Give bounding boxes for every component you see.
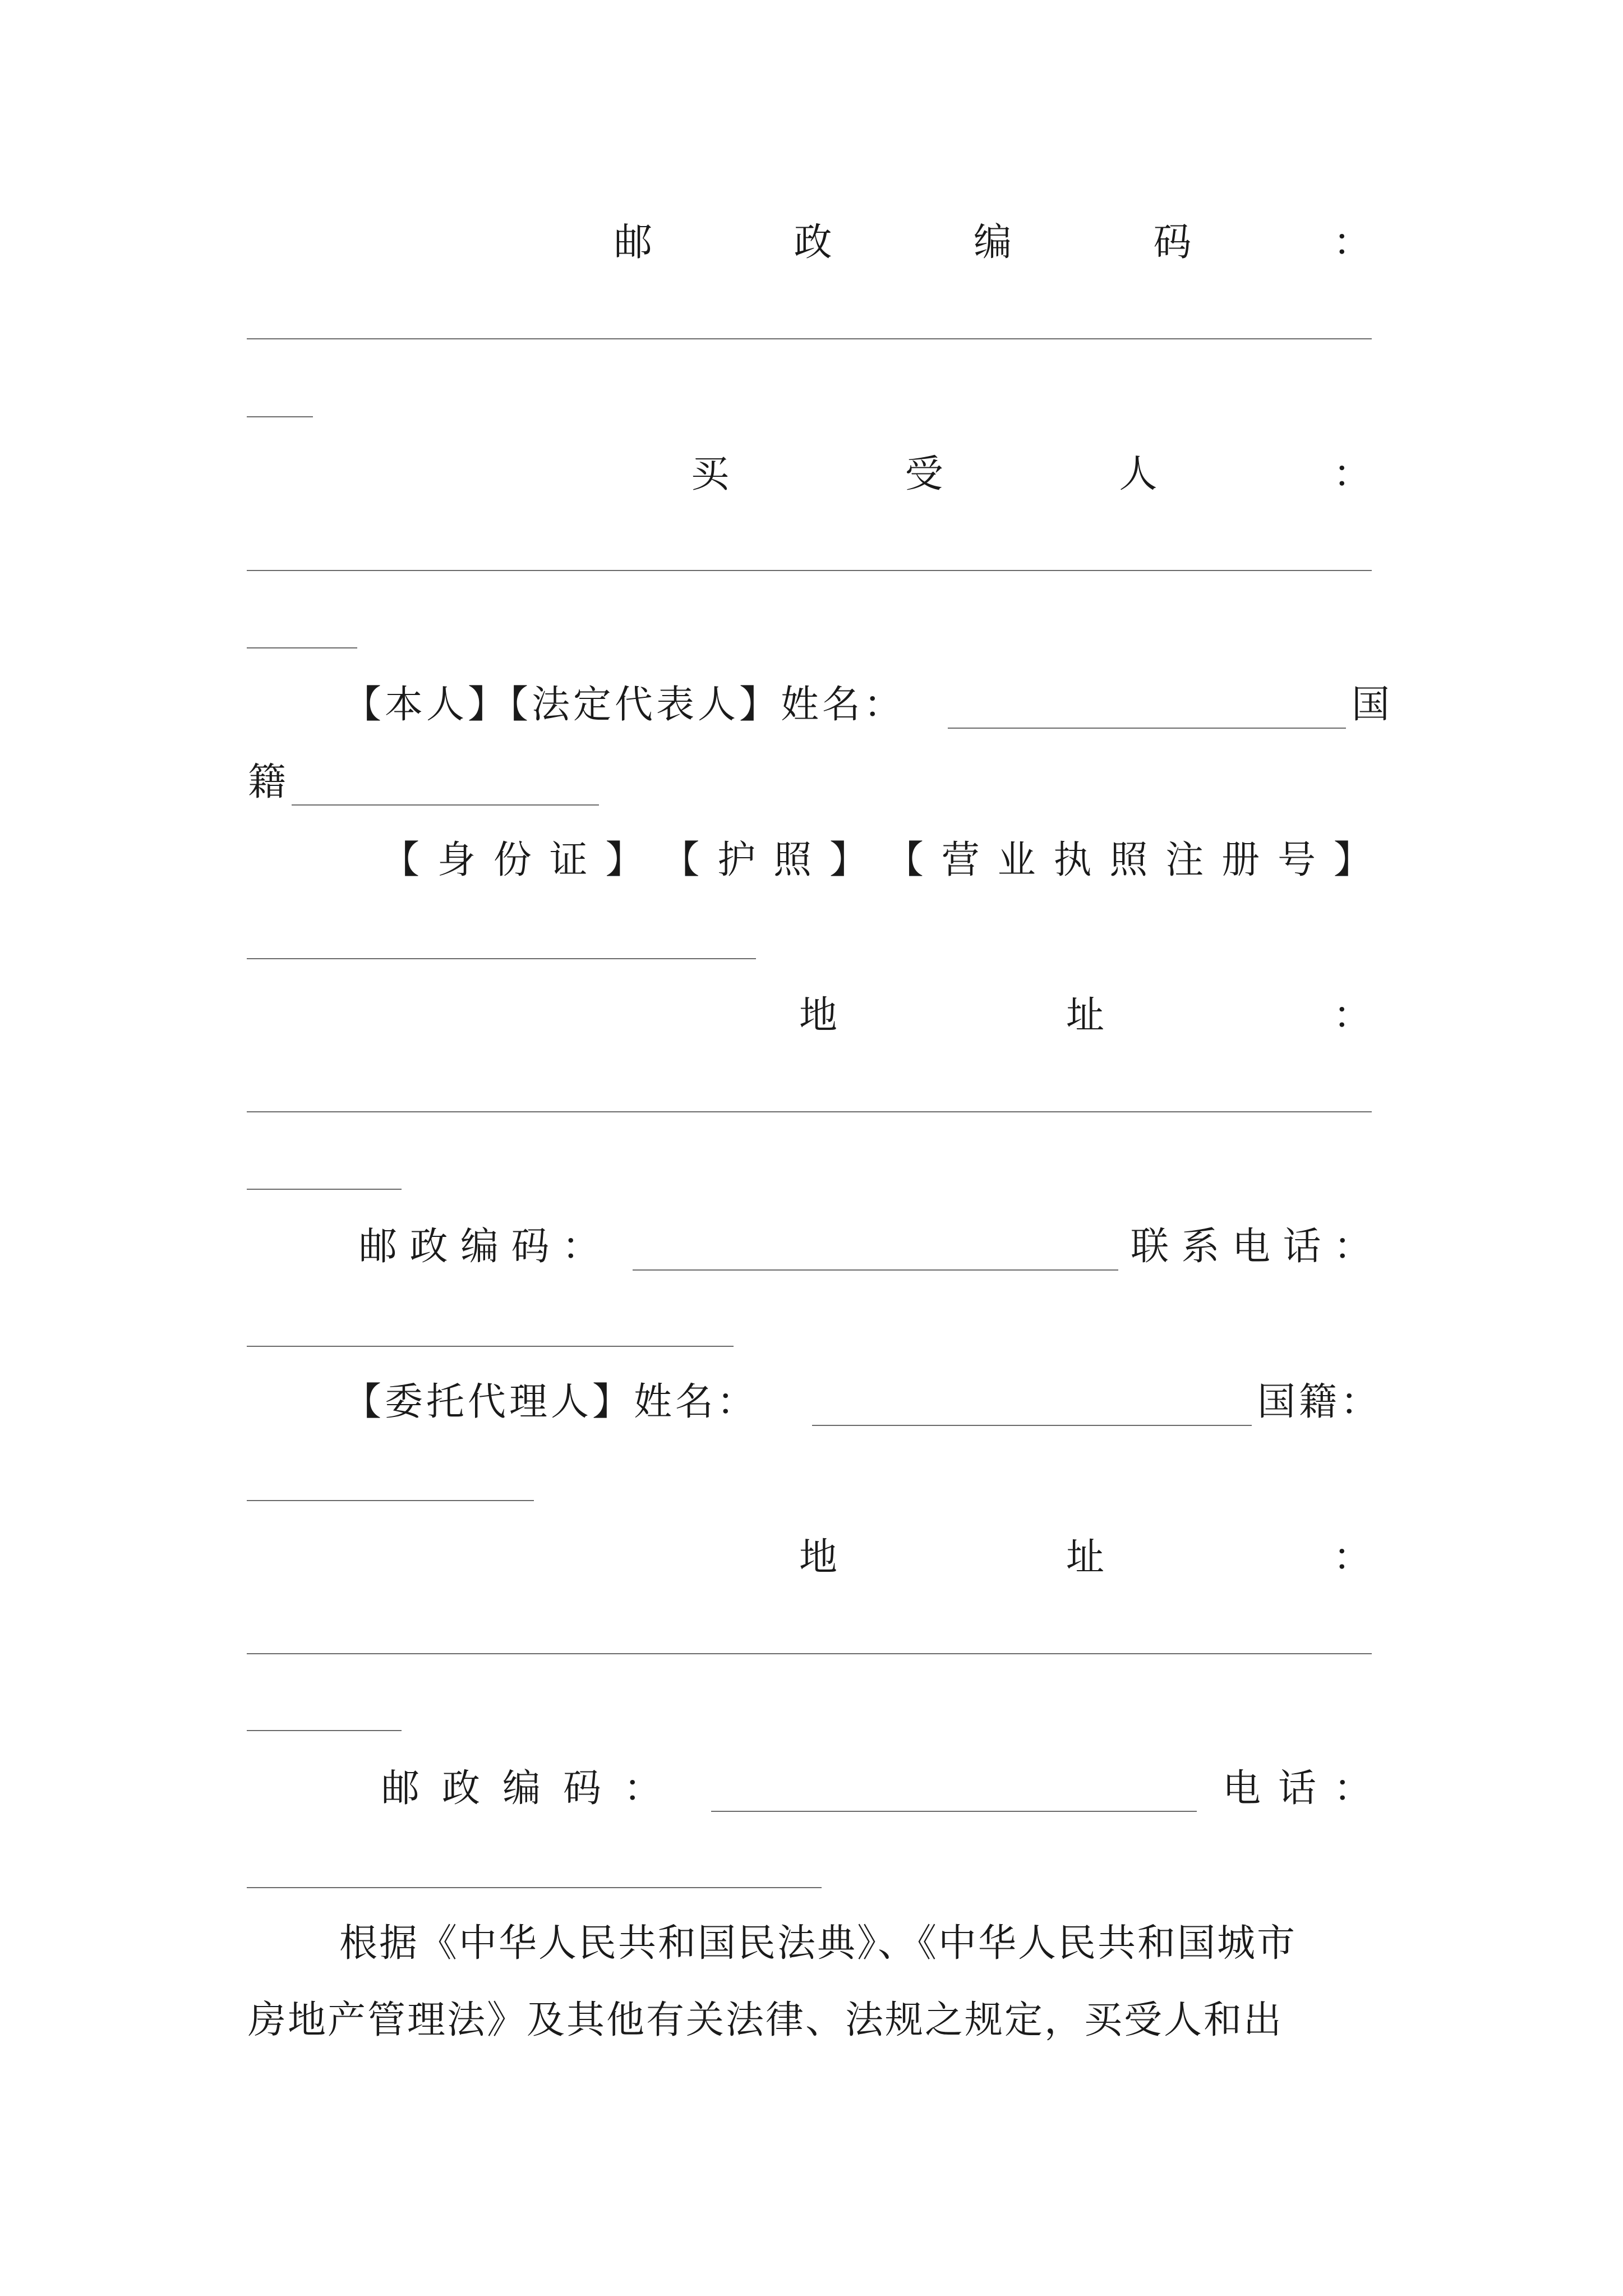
buyer-name-blank[interactable]: [247, 570, 1372, 571]
seller-postal-code-blank-cont[interactable]: [247, 416, 313, 417]
buyer-nationality-label-cont: 籍: [248, 760, 287, 804]
buyer-id-type-label: 【 身 份 证 】 【 护 照 】 【 营 业 执 照 注 册 号 】: [381, 838, 1372, 882]
seller-postal-code-label: 邮 政 编 码 ：: [614, 220, 1371, 265]
agent-nationality-label: 国籍：: [1257, 1380, 1382, 1424]
buyer-nationality-field[interactable]: [292, 804, 599, 806]
buyer-phone-label: 联 系 电 话 ：: [1131, 1225, 1372, 1269]
agent-name-label: 【委托代理人】姓名：: [343, 1380, 759, 1424]
agent-postal-code-field[interactable]: [711, 1811, 1197, 1812]
buyer-nationality-label: 国: [1352, 683, 1390, 727]
buyer-id-number-field[interactable]: [247, 958, 756, 959]
buyer-postal-code-label: 邮 政 编 码 ：: [359, 1225, 600, 1269]
agent-address-field[interactable]: [247, 1653, 1372, 1654]
buyer-title: 买 受 人 ：: [691, 452, 1371, 496]
buyer-postal-code-field[interactable]: [633, 1269, 1118, 1271]
agent-address-label: 地 址 ：: [799, 1535, 1371, 1580]
buyer-name-label: 【本人】【法定代表人】姓名：: [343, 683, 906, 727]
buyer-address-label: 地 址 ：: [799, 993, 1371, 1038]
buyer-address-field[interactable]: [247, 1111, 1372, 1112]
buyer-name-blank-cont[interactable]: [247, 647, 357, 648]
agent-phone-label: 电 话 ：: [1223, 1766, 1372, 1811]
buyer-address-field-cont[interactable]: [247, 1189, 402, 1190]
agent-postal-code-label: 邮 政 编 码 ：: [381, 1766, 662, 1811]
preamble-line-1: 根据《中华人民共和国民法典》、《中华人民共和国城市: [339, 1921, 1297, 1966]
buyer-name-field[interactable]: [948, 728, 1346, 729]
agent-nationality-field[interactable]: [247, 1500, 534, 1501]
agent-phone-field[interactable]: [247, 1887, 822, 1888]
buyer-phone-field[interactable]: [247, 1346, 734, 1347]
preamble-line-2: 房地产管理法》及其他有关法律、法规之规定，买受人和出: [248, 1998, 1284, 2042]
agent-address-field-cont[interactable]: [247, 1730, 402, 1731]
seller-postal-code-blank[interactable]: [247, 338, 1372, 339]
agent-name-field[interactable]: [812, 1425, 1252, 1426]
